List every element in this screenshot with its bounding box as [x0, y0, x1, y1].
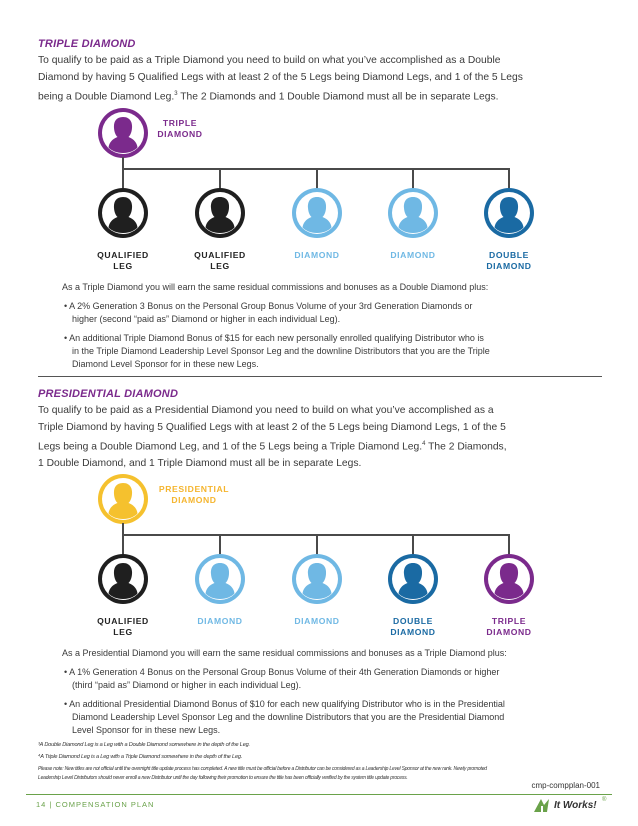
- leg-label: [277, 616, 357, 627]
- person-icon: [98, 474, 148, 524]
- footer-section: COMPENSATION PLAN: [55, 800, 155, 809]
- bullet-item: [62, 698, 607, 737]
- person-silhouette-icon: [195, 554, 245, 604]
- connector-line: [508, 534, 510, 556]
- bullet-line: in the Triple Diamond Leadership Level Sponsor Leg and the downline Distributors that you are the Triple: [72, 346, 490, 356]
- intro-line: Triple Diamond by having 5 Qualified Legs with at least 2 of the 5 Legs being Diamond Legs, 1 of the 5: [38, 422, 506, 433]
- label-line: DIAMOND: [390, 627, 436, 637]
- label-line: QUALIFIED: [97, 616, 149, 626]
- label-line: DIAMOND: [486, 261, 532, 271]
- label-line: DIAMOND: [171, 495, 217, 505]
- label-line: DIAMOND: [486, 627, 532, 637]
- bullet-line: • A 2% Generation 3 Bonus on the Personal Group Bonus Volume of your 3rd Generation Diamonds or: [64, 301, 473, 311]
- label-line: DIAMOND: [294, 616, 340, 626]
- document-code: cmp-compplan-001: [531, 781, 600, 790]
- bullet-line: Level Sponsor for in these new Legs.: [72, 725, 221, 735]
- footnote-ref: 3: [174, 91, 178, 97]
- earn-text: As a Presidential Diamond you will earn the same residual commissions and bonuses as a Triple Diamond plus:: [62, 648, 507, 658]
- bullet-item: [62, 666, 607, 692]
- label-line: DIAMOND: [197, 616, 243, 626]
- footnotes: [38, 741, 598, 783]
- person-icon: [388, 554, 438, 604]
- label-line: QUALIFIED: [97, 250, 149, 260]
- bullet-line: • An additional Presidential Diamond Bonus of $10 for each new qualifying Distributor who is in the Presidential: [64, 699, 505, 709]
- person-silhouette-icon: [484, 554, 534, 604]
- connector-line: [122, 534, 124, 556]
- label-line: LEG: [113, 627, 133, 637]
- logo-mark-icon: [532, 797, 552, 815]
- connector-line: [219, 534, 221, 556]
- footer: [36, 800, 154, 809]
- label-line: DIAMOND: [390, 250, 436, 260]
- intro-line: To qualify to be paid as a Triple Diamond you need to build on what you’ve accomplished as a Double: [38, 55, 501, 66]
- footnote: Please note: New titles are not official until the overnight title update process has completed. A new title must be official before a Distributor can be considered as a Leadership Level Sponsor at the new rank. Newly promoted: [38, 766, 487, 772]
- footer-rule: [26, 794, 612, 795]
- intro-text: being a Double Diamond Leg.: [38, 91, 175, 103]
- label-line: QUALIFIED: [194, 250, 246, 260]
- presidential-benefits: [62, 647, 607, 743]
- label-line: PRESIDENTIAL: [158, 484, 230, 494]
- label-line: LEG: [113, 261, 133, 271]
- label-line: LEG: [210, 261, 230, 271]
- intro-line: Diamond by having 5 Qualified Legs with at least 2 of the 5 Legs being Diamond Legs, and 1 of the 5 Legs: [38, 72, 523, 83]
- connector-line: [316, 534, 318, 556]
- intro-line: To qualify to be paid as a Presidential Diamond you need to build on what you’ve accomplished as a: [38, 405, 494, 416]
- logo-text: It Works!: [554, 800, 597, 811]
- label-line: DIAMOND: [157, 129, 203, 139]
- footnote: ⁴A Triple Diamond Leg is a Leg with a Triple Diamond somewhere in the depth of the Leg.: [38, 754, 243, 760]
- intro-line: 1 Double Diamond, and 1 Triple Diamond must all be in separate Legs.: [38, 458, 362, 470]
- footnote-ref: 4: [422, 441, 426, 447]
- section-title-presidential: PRESIDENTIAL DIAMOND: [38, 388, 179, 400]
- person-icon: [195, 554, 245, 604]
- intro-text: The 2 Diamonds and 1 Double Diamond must all be in separate Legs.: [177, 91, 499, 103]
- intro-text: The 2 Diamonds,: [425, 441, 507, 453]
- person-silhouette-icon: [292, 554, 342, 604]
- person-silhouette-icon: [98, 474, 148, 524]
- leg-label: [373, 616, 453, 638]
- footnote: ³A Double Diamond Leg is a Leg with a Double Diamond somewhere in the depth of the Leg.: [38, 742, 250, 748]
- footnote: Leadership Level Distributors should never enroll a new Distributor until the day following their promotion to ensure the title has been officially verified by the system title update process.: [38, 775, 408, 781]
- earn-text: As a Triple Diamond you will earn the same residual commissions and bonuses as a Double Diamond plus:: [62, 282, 489, 292]
- label-line: TRIPLE: [162, 118, 198, 128]
- bullet-line: • A 1% Generation 4 Bonus on the Personal Group Bonus Volume of their 4th Generation Diamonds or higher: [64, 667, 500, 677]
- person-icon: [484, 554, 534, 604]
- intro-text: Legs being a Double Diamond Leg, and 1 of the 5 Legs being a Triple Diamond Leg.: [38, 441, 423, 453]
- section-title-triple: TRIPLE DIAMOND: [38, 38, 136, 50]
- person-icon: [98, 554, 148, 604]
- bullet-line: Diamond Level Sponsor for in these new Legs.: [72, 359, 259, 369]
- label-line: DOUBLE: [489, 250, 529, 260]
- logo-mark: ®: [602, 797, 607, 803]
- bullet-line: (third “paid as” Diamond or higher in each individual Leg).: [72, 680, 302, 690]
- person-silhouette-icon: [98, 554, 148, 604]
- person-silhouette-icon: [388, 554, 438, 604]
- person-icon: [292, 554, 342, 604]
- label-line: DIAMOND: [294, 250, 340, 260]
- footer-separator: |: [49, 800, 53, 809]
- page-number: 14: [36, 800, 47, 809]
- label-line: DOUBLE: [393, 616, 433, 626]
- top-rank-label: [148, 484, 240, 506]
- bullet-line: Diamond Leadership Level Sponsor Leg and the downline Distributors that you are the Presidential Diamond: [72, 712, 505, 722]
- brand-logo: [532, 797, 612, 817]
- bullet-line: • An additional Triple Diamond Bonus of $15 for each new personally enrolled qualifying Distributor who is: [64, 333, 484, 343]
- label-line: TRIPLE: [491, 616, 527, 626]
- connector-line: [412, 534, 414, 556]
- leg-label: [180, 616, 260, 627]
- leg-label: [83, 616, 163, 638]
- bullet-line: higher (second “paid as” Diamond or higher in each individual Leg).: [72, 314, 341, 324]
- leg-label: [469, 616, 549, 638]
